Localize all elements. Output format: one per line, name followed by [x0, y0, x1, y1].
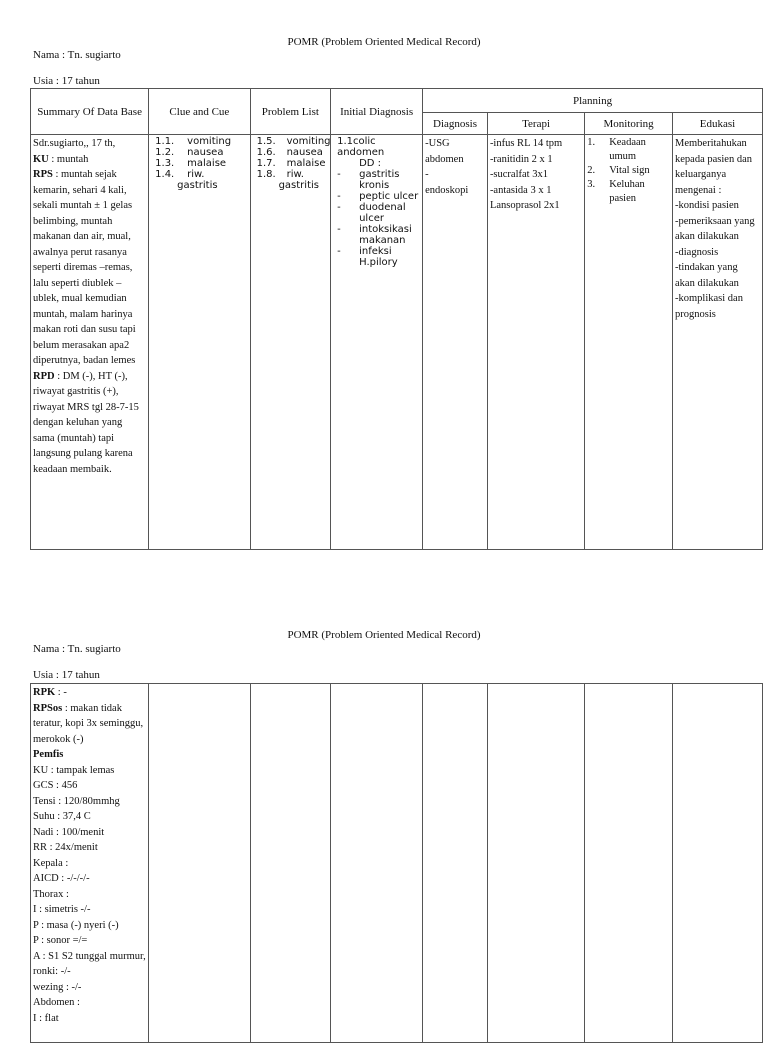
pomr-table-continued [30, 683, 763, 1043]
pemfis-line: Suhu : 37,4 C [33, 811, 91, 822]
edukasi-line: -tindakan yang akan dilakukan [675, 262, 739, 289]
pemfis-line: GCS : 456 [33, 780, 78, 791]
summary-cell-continued [31, 684, 149, 1043]
summary-pemfis: Pemfis [33, 749, 64, 760]
empty-cell [331, 684, 423, 1043]
clue-item: 1.1. vomiting [155, 136, 232, 147]
pemfis-line: AICD : -/-/-/- [33, 873, 90, 884]
summary-rpk: RPK : - [33, 687, 67, 698]
edukasi-line: -pemeriksaan yang akan dilakukan [675, 215, 755, 242]
header-edukasi: Edukasi [673, 113, 763, 135]
initial-dd-item: - gastritis kronis [337, 169, 400, 191]
monitoring-cell [585, 135, 673, 550]
page-title: POMR (Problem Oriented Medical Record) [287, 36, 481, 48]
empty-cell [673, 684, 763, 1043]
summary-intro: Sdr.sugiarto,, 17 th, [33, 138, 116, 149]
page2-title: POMR (Problem Oriented Medical Record) [287, 629, 481, 641]
diagnosis-line: -USG abdomen [425, 138, 464, 165]
problem-item: 1.5. vomiting [256, 136, 331, 147]
terapi-cell [487, 135, 584, 550]
problem-item: 1.6. nausea [256, 147, 323, 158]
patient-name: Nama : Tn. sugiarto [33, 49, 121, 61]
pemfis-line: P : sonor =/= [33, 935, 88, 946]
page2-patient-age: Usia : 17 tahun [33, 669, 100, 681]
summary-ku: KU : muntah [33, 153, 89, 165]
clue-item: 1.4. riw. gastritis [155, 169, 218, 191]
header-initial: Initial Diagnosis [331, 89, 423, 135]
pemfis-line: P : masa (-) nyeri (-) [33, 919, 119, 931]
header-diagnosis: Diagnosis [423, 113, 488, 135]
pemfis-line: KU : tampak lemas [33, 764, 115, 776]
initial-dd: DD : [359, 158, 382, 169]
initial-dd-item: - peptic ulcer [337, 191, 419, 202]
terapi-line: Lansoprasol 2x1 [489, 200, 560, 211]
pemfis-line: Abdomen : [33, 997, 80, 1008]
initial-main: 1.1colic andomen [337, 136, 385, 158]
pemfis-line: RR : 24x/menit [33, 842, 98, 853]
initial-diagnosis-cell [331, 135, 423, 550]
terapi-line: -antasida 3 x 1 [489, 184, 552, 196]
edukasi-line: -kondisi pasien [675, 200, 739, 211]
pemfis-line: I : simetris -/- [33, 904, 91, 915]
diagnosis-line: endoskopi [425, 184, 469, 196]
empty-cell [423, 684, 488, 1043]
initial-dd-item: - duodenal ulcer [337, 202, 406, 224]
problem-cell [250, 135, 331, 550]
header-monitoring: Monitoring [585, 113, 673, 135]
pemfis-line: Nadi : 100/menit [33, 826, 105, 838]
pemfis-line: I : flat [33, 1012, 59, 1024]
pomr-table [30, 88, 763, 550]
clue-item: 1.3. malaise [155, 158, 227, 169]
summary-rpsos: RPSos : makan tidak teratur, kopi 3x seminggu, merokok (-) [33, 702, 144, 745]
summary-rpd: RPD : DM (-), HT (-), riwayat gastritis (+), riwayat MRS tgl 28-7-15 dengan keluhan yang sama (muntah) tapi langsung pulang karena keadaan membaik. [33, 370, 139, 475]
terapi-line: -infus RL 14 tpm [489, 138, 563, 149]
initial-dd-item: - intoksikasi makanan [337, 224, 412, 246]
header-clue: Clue and Cue [149, 89, 250, 135]
terapi-line: -sucralfat 3x1 [489, 169, 548, 180]
problem-item: 1.7. malaise [256, 158, 326, 169]
summary-rps: RPS : muntah sejak kemarin, sehari 4 kali, sekali muntah ± 1 gelas belimbing, muntah makanan dan air, mual, awalnya perut rasanya seperti diremas –remas, lalu seperti diublek – ublek, mual kemudian muntah, malam harinya makan roti dan susu tapi belum merasakan apa2 diperutnya, badan lemes [33, 169, 136, 366]
header-summary: Summary Of Data Base [31, 89, 149, 135]
monitoring-item: 3. Keluhan pasien [587, 179, 645, 204]
empty-cell [585, 684, 673, 1043]
empty-cell [250, 684, 331, 1043]
edukasi-line: -komplikasi dan prognosis [675, 293, 743, 320]
empty-cell [149, 684, 250, 1043]
edukasi-line: -diagnosis [675, 246, 719, 258]
diagnosis-cell [423, 135, 488, 550]
page2-patient-name: Nama : Tn. sugiarto [33, 643, 121, 655]
clue-cell [149, 135, 250, 550]
pemfis-line: Tensi : 120/80mmhg [33, 795, 120, 807]
monitoring-item: 1. Keadaan umum [587, 137, 646, 162]
pemfis-line: A : S1 S2 tunggal murmur, ronki: -/- [33, 950, 146, 977]
monitoring-item: 2. Vital sign [587, 165, 650, 176]
terapi-line: -ranitidin 2 x 1 [489, 153, 553, 165]
pemfis-line: Kepala : [33, 857, 69, 869]
empty-cell [487, 684, 584, 1043]
initial-dd-item: - infeksi H.pilory [337, 246, 398, 268]
pemfis-line: wezing : -/- [33, 981, 82, 993]
edukasi-line: Memberitahukan kepada pasien dan keluarganya mengenai : [675, 138, 752, 196]
edukasi-cell [673, 135, 763, 550]
problem-item: 1.8. riw. gastritis [256, 169, 319, 191]
clue-item: 1.2. nausea [155, 147, 224, 158]
patient-age: Usia : 17 tahun [33, 75, 100, 87]
pemfis-line: Thorax : [33, 888, 69, 900]
header-planning: Planning [423, 89, 763, 113]
summary-cell [31, 135, 149, 550]
header-terapi: Terapi [487, 113, 584, 135]
diagnosis-line: - [425, 169, 429, 180]
header-problem: Problem List [250, 89, 331, 135]
